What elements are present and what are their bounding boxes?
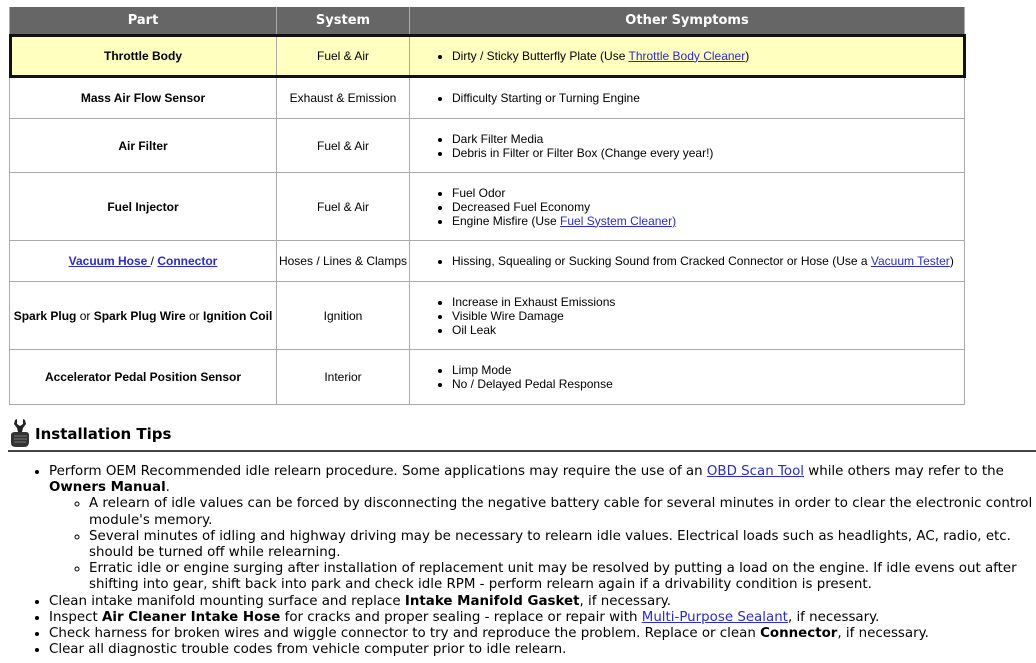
part-cell: Accelerator Pedal Position Sensor: [10, 350, 277, 405]
system-cell: Fuel & Air: [277, 119, 410, 173]
symptom-item: • Decreased Fuel Economy: [452, 200, 964, 214]
intake-manifold-gasket-text: Intake Manifold Gasket: [404, 593, 580, 609]
tip-item: [49, 626, 1036, 642]
table-row-fuel-injector: [10, 173, 965, 241]
symptoms-cell: [410, 350, 965, 405]
symptom-list: [410, 49, 964, 63]
obd-scan-tool-link[interactable]: OBD Scan Tool: [706, 464, 804, 479]
symptom-list: [410, 186, 964, 228]
multi-purpose-sealant-link[interactable]: Multi-Purpose Sealant: [641, 609, 788, 625]
part-name: Spark Plug Wire: [93, 308, 186, 323]
column-header-part: Part: [10, 7, 277, 35]
table-row-vacuum-hose: [10, 241, 965, 282]
system-cell: Exhaust & Emission: [277, 77, 410, 119]
symptom-item: • Debris in Filter or Filter Box (Change every year!): [452, 146, 964, 160]
symptom-text: Engine Misfire (Use: [452, 213, 561, 228]
symptom-item: • No / Delayed Pedal Response: [452, 377, 964, 391]
tip-text: , if necessary.: [579, 593, 671, 609]
installation-tips-title: Installation Tips: [35, 424, 172, 443]
installation-tips-list: [30, 464, 1036, 658]
part-connector-text: or: [76, 308, 94, 323]
system-cell: Fuel & Air: [277, 35, 410, 77]
symptom-item: [452, 49, 964, 63]
symptom-item: • Oil Leak: [452, 323, 964, 337]
symptom-item: • Limp Mode: [452, 363, 964, 377]
symptom-item: • Visible Wire Damage: [452, 309, 964, 323]
sub-tip-item: ◦ Several minutes of idling and highway driving may be necessary to relearn idle values. Electrical loads such as headlights, AC, radio, etc. should be turned off while relearning.: [89, 529, 1036, 561]
table-row-accelerator-pedal-position-sensor: [10, 350, 965, 405]
symptom-text: Hissing, Squealing or Sucking Sound from Cracked Connector or Hose (Use a: [452, 254, 871, 268]
tip-text: Clean intake manifold mounting surface and replace: [49, 593, 405, 609]
connector-text: Connector: [760, 626, 838, 642]
symptom-item: • Increase in Exhaust Emissions: [452, 295, 964, 309]
sub-tip-item: ◦ A relearn of idle values can be forced by disconnecting the negative battery cable for several minutes in order to clear the electronic control module's memory.: [89, 496, 1036, 528]
part-cell: [10, 241, 277, 282]
symptom-item: [452, 254, 964, 268]
part-cell: Air Filter: [10, 119, 277, 173]
symptom-list: [410, 254, 964, 268]
symptom-item: [452, 214, 964, 228]
symptoms-cell: [410, 77, 965, 119]
vacuum-hose-link[interactable]: Vacuum Hose: [68, 254, 151, 268]
part-cell: Throttle Body: [10, 35, 277, 77]
column-header-symptoms: Other Symptoms: [410, 7, 965, 35]
tip-text: Inspect: [49, 609, 103, 625]
tip-text: Perform OEM Recommended idle relearn procedure. Some applications may require the use of an: [49, 464, 707, 479]
system-cell: Ignition: [277, 282, 410, 350]
symptoms-cell: [410, 241, 965, 282]
symptoms-cell: [410, 282, 965, 350]
symptom-item: • Dark Filter Media: [452, 132, 964, 146]
symptom-item: • Fuel Odor: [452, 186, 964, 200]
sub-tips-list: [49, 496, 1036, 593]
air-cleaner-intake-hose-text: Air Cleaner Intake Hose: [102, 609, 281, 625]
tip-text: , if necessary.: [787, 609, 880, 625]
throttle-body-cleaner-link[interactable]: Throttle Body Cleaner: [628, 48, 746, 63]
wrench-hand-icon: [8, 418, 32, 448]
symptoms-cell: [410, 35, 965, 77]
table-row-spark-plug: [10, 282, 965, 350]
tips-list: [30, 464, 1036, 658]
installation-tips-header: [8, 417, 1036, 452]
tip-item: [49, 594, 1036, 610]
system-cell: Hoses / Lines & Clamps: [277, 241, 410, 282]
symptom-list: [410, 363, 964, 391]
symptom-item: • Difficulty Starting or Turning Engine: [452, 91, 964, 105]
tip-item: [49, 464, 1036, 594]
symptoms-cell: [410, 119, 965, 173]
parts-symptoms-table: [9, 7, 965, 405]
tip-text: Check harness for broken wires and wiggle connector to try and reproduce the problem. Replace or clean: [49, 626, 761, 642]
part-cell: [10, 282, 277, 350]
symptom-list: [410, 295, 964, 337]
table-row-air-filter: [10, 119, 965, 173]
symptom-list: [410, 132, 964, 160]
part-cell: Fuel Injector: [10, 173, 277, 241]
part-separator: /: [150, 254, 158, 268]
owners-manual-text: Owners Manual: [49, 480, 166, 496]
part-cell: Mass Air Flow Sensor: [10, 77, 277, 119]
symptom-text: Dirty / Sticky Butterfly Plate (Use: [452, 48, 629, 63]
connector-link[interactable]: Connector: [157, 254, 218, 268]
symptoms-cell: [410, 173, 965, 241]
table-row-throttle-body: [10, 35, 965, 77]
table-header-row: [10, 7, 965, 35]
symptom-text: ): [949, 254, 954, 268]
symptom-text: ): [745, 48, 750, 63]
system-cell: Interior: [277, 350, 410, 405]
system-cell: Fuel & Air: [277, 173, 410, 241]
tip-item: [49, 610, 1036, 626]
tip-item: • Clear all diagnostic trouble codes from vehicle computer prior to idle relearn.: [49, 642, 1036, 658]
table-row-mass-air-flow-sensor: [10, 77, 965, 119]
part-name: Ignition Coil: [202, 308, 273, 323]
symptom-list: [410, 91, 964, 105]
tip-text: , if necessary.: [837, 626, 929, 642]
vacuum-tester-link[interactable]: Vacuum Tester: [870, 254, 950, 268]
tip-text: for cracks and proper sealing - replace or repair with: [280, 609, 642, 625]
sub-tip-item: ◦ Erratic idle or engine surging after installation of replacement unit may be resolved by putting a load on the engine. If idle evens out after shifting into gear, shift back into park and check idle RPM - perform relearn again if a drivability condition is present.: [89, 561, 1036, 593]
tip-text: while others may refer to the: [804, 464, 1004, 479]
tip-text: .: [165, 480, 170, 496]
part-connector-text: or: [185, 308, 203, 323]
fuel-system-cleaner-link[interactable]: Fuel System Cleaner): [560, 213, 677, 228]
part-name: Spark Plug: [13, 308, 77, 323]
column-header-system: System: [277, 7, 410, 35]
